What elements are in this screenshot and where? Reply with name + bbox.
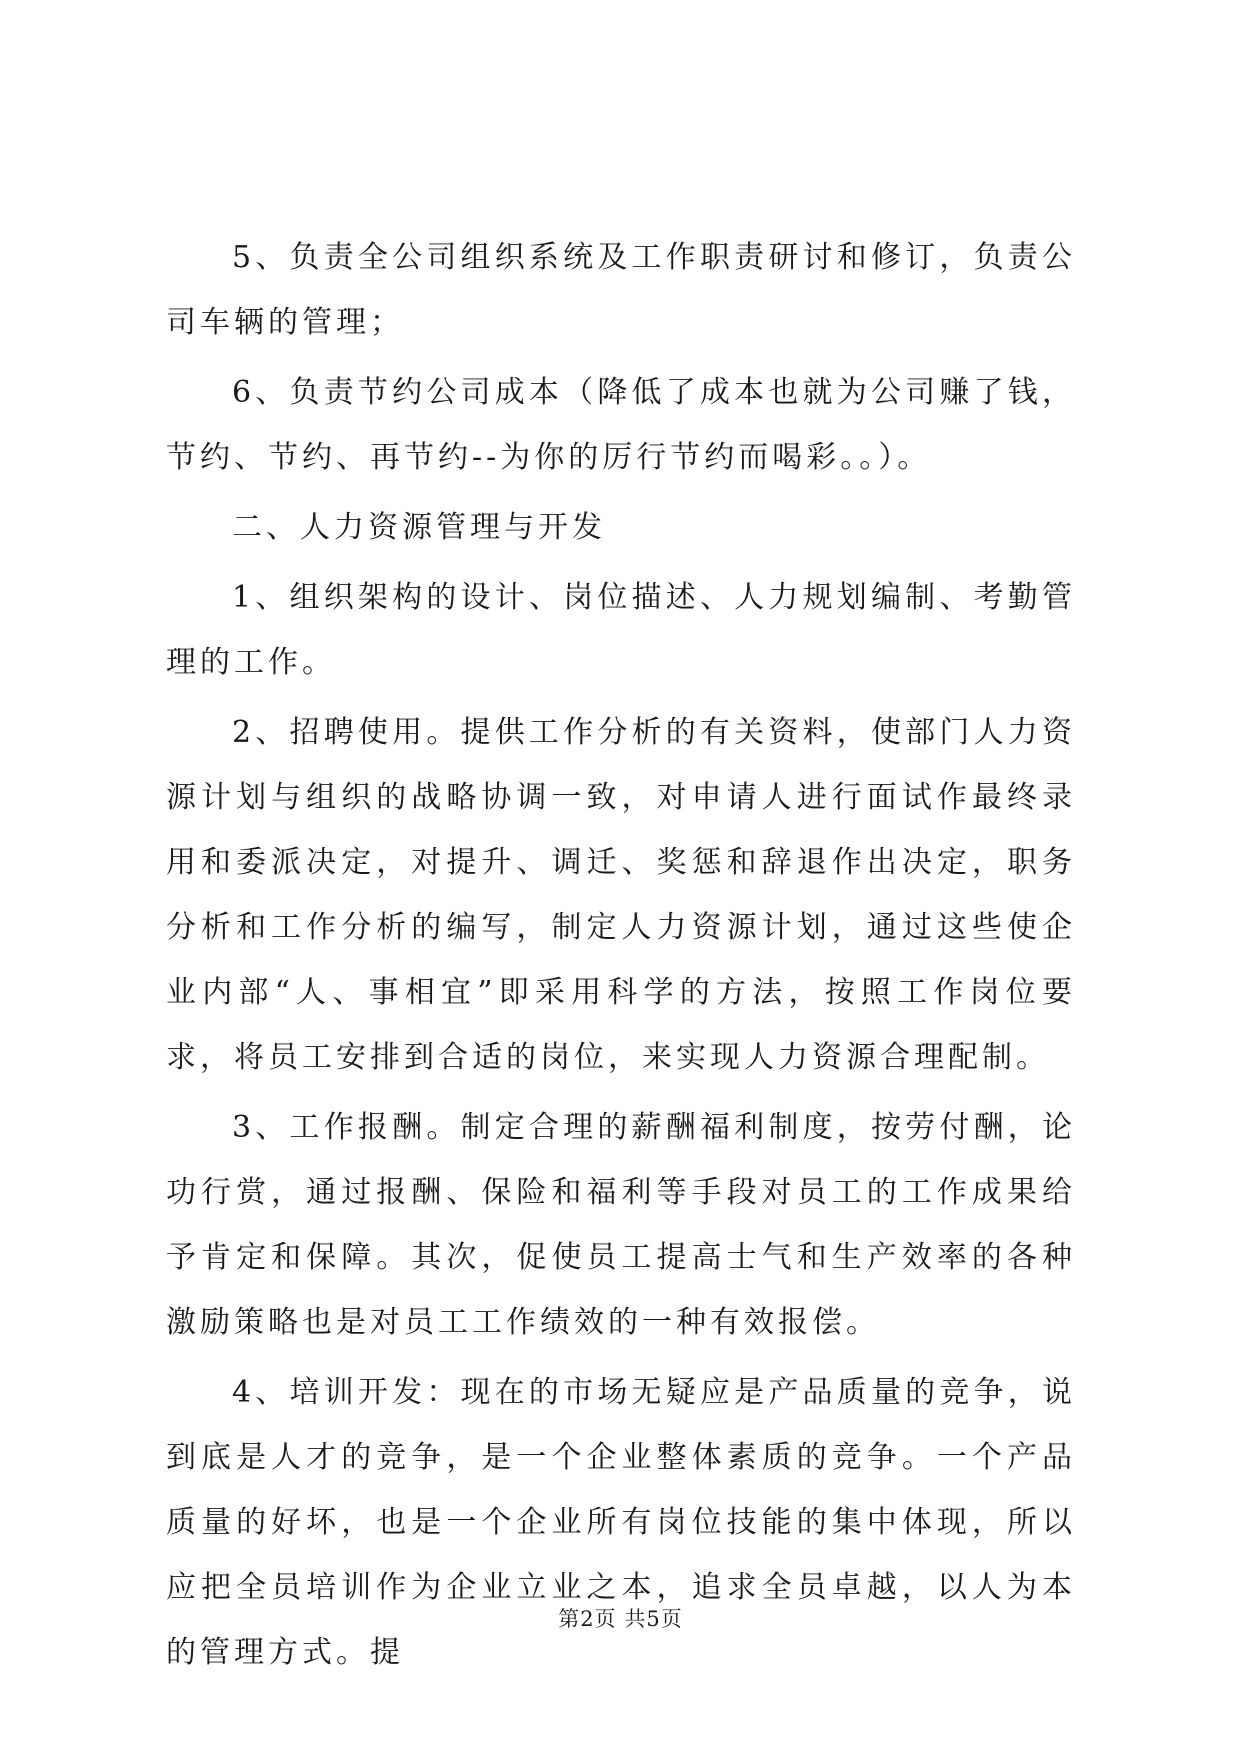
page-number-footer: 第2页 共5页 [558, 1607, 683, 1631]
paragraph-hr-item-4: 4、培训开发：现在的市场无疑应是产品质量的竞争，说到底是人才的竞争，是一个企业整体素质的竞争。一个产品质量的好坏，也是一个企业所有岗位技能的集中体现，所以应把全员培训作为企业立业之本，追求全员卓越，以人为本的管理方式。提 [166, 1375, 1076, 1670]
document-body [166, 225, 1076, 1690]
paragraph-item-5: 5、负责全公司组织系统及工作职责研讨和修订，负责公司车辆的管理； [166, 240, 1076, 340]
paragraph-hr-item-2: 2、招聘使用。提供工作分析的有关资料，使部门人力资源计划与组织的战略协调一致，对申请人进行面试作最终录用和委派决定，对提升、调迁、奖惩和辞退作出决定，职务分析和工作分析的编写，制定人力资源计划，通过这些使企业内部“人、事相宜”即采用科学的方法，按照工作岗位要求，将员工安排到合适的岗位，来实现人力资源合理配制。 [166, 715, 1076, 1075]
section-heading-hr: 二、人力资源管理与开发 [232, 510, 606, 545]
paragraph-hr-item-3: 3、工作报酬。制定合理的薪酬福利制度，按劳付酬，论功行赏，通过报酬、保险和福利等手段对员工的工作成果给予肯定和保障。其次，促使员工提高士气和生产效率的各种激励策略也是对员工工作绩效的一种有效报偿。 [166, 1110, 1076, 1340]
paragraph-hr-item-1: 1、组织架构的设计、岗位描述、人力规划编制、考勤管理的工作。 [166, 580, 1076, 680]
paragraph-item-6: 6、负责节约公司成本（降低了成本也就为公司赚了钱，节约、节约、再节约--为你的厉行节约而喝彩。。）。 [166, 375, 1076, 475]
